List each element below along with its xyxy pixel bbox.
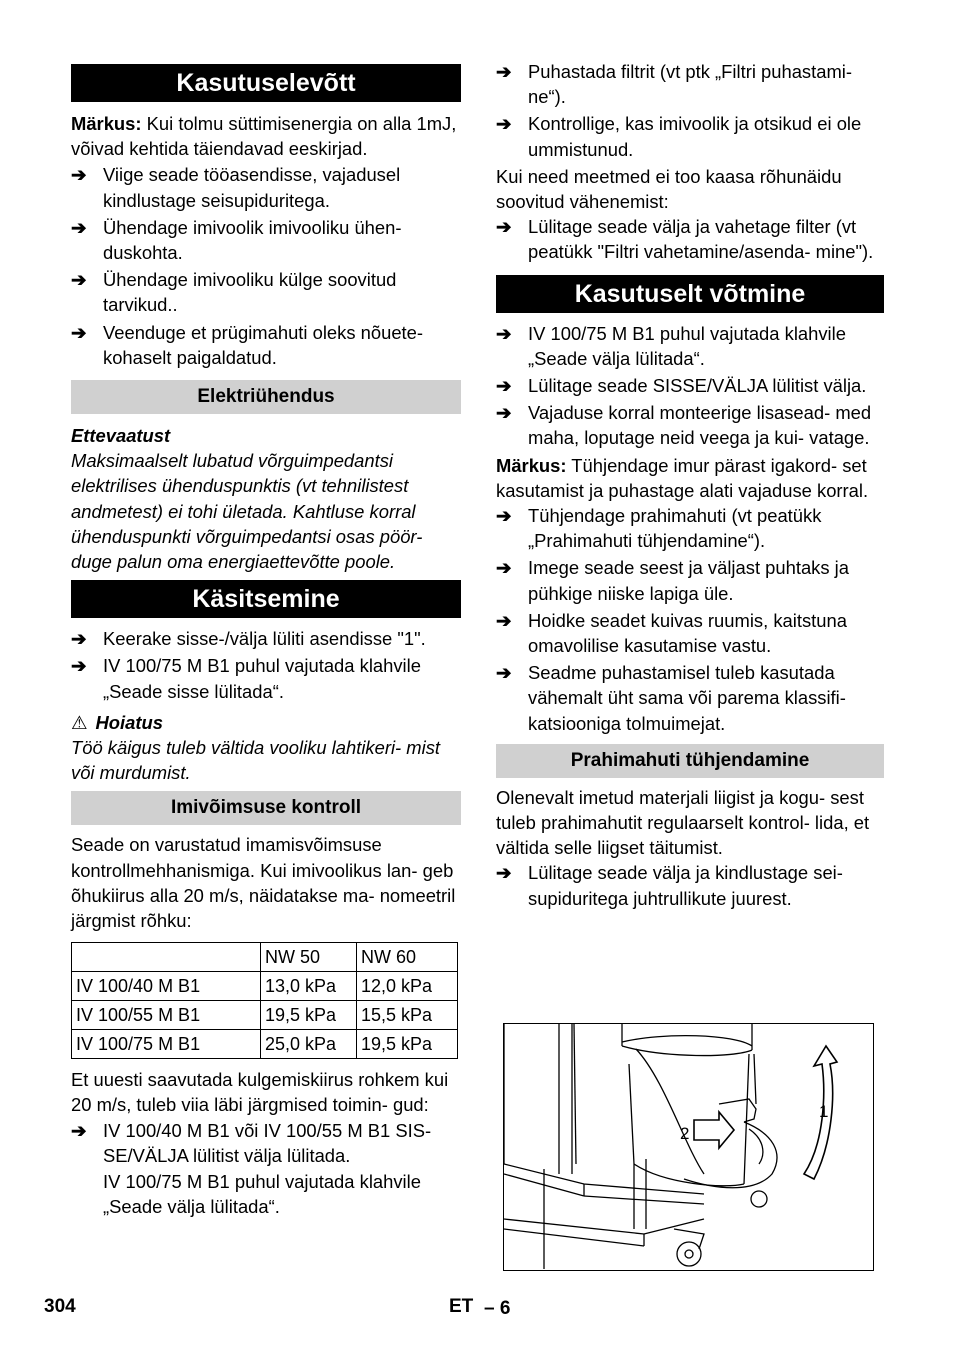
condition-paragraph: Kui need meetmed ei too kaasa rõhunäidu soovitud vähenemist: [496,165,842,213]
table-cell: IV 100/55 M B1 [72,1001,261,1030]
table-row [72,972,458,1001]
table-cell: 25,0 kPa [261,1030,357,1059]
note-paragraph [496,453,884,503]
step-item: ➔ Keerake sisse-/välja lüliti asendisse "1". [71,626,461,651]
warning-label: Hoiatus [95,711,163,733]
table-cell: 19,5 kPa [261,1001,357,1030]
warning-icon: ⚠ [71,711,88,733]
note-label: Märkus: [496,454,567,476]
table-header-row [72,943,458,972]
step-item: ➔ IV 100/75 M B1 puhul vajutada klahvile „Seade sisse lülitada“. [71,655,421,702]
caution-label: Ettevaatust [71,425,171,447]
table-header-cell: NW 60 [357,943,458,972]
heading-kasutuselt-votmine: Kasutuselt võtmine [496,275,884,313]
figure-label-1: 1 [819,1102,829,1121]
table-cell: 13,0 kPa [261,972,357,1001]
heading-kasitsemine: Käsitsemine [71,580,461,618]
heading-imivoimsuse-kontroll: Imivõimsuse kontroll [71,791,461,825]
arrow-icon: ➔ [496,862,512,884]
arrow-icon: ➔ [496,322,512,344]
arrow-icon: ➔ [71,1119,87,1141]
step-item: ➔ Viige seade tööasendisse, vajadusel kindlustage seisupiduritega. [71,164,401,211]
figure-label-2: 2 [680,1124,690,1143]
arrow-icon: ➔ [71,321,87,343]
emptying-paragraph: Olenevalt imetud materjali liigist ja kogu- sest tuleb prahimahutit regulaarselt kontrol- lida, et vältida selle liigset täitumist. [496,786,870,859]
table-row [72,1030,458,1059]
arrow-icon: ➔ [496,216,512,238]
arrow-icon: ➔ [496,557,512,579]
table-header-cell [72,943,261,972]
step-item: ➔ Kontrollige, kas imivoolik ja otsikud ei ole ummistunud. [496,113,862,160]
table-cell: IV 100/40 M B1 [72,972,261,1001]
pressure-table [71,942,458,1059]
table-cell: 19,5 kPa [357,1030,458,1059]
step-item: ➔ IV 100/40 M B1 või IV 100/55 M B1 SIS- SE/VÄLJA lülitist välja lülitada. [71,1119,432,1166]
table-cell: 12,0 kPa [357,972,458,1001]
language-code: ET [449,1296,474,1317]
step-item: ➔ IV 100/75 M B1 puhul vajutada klahvile „Seade välja lülitada“. [496,322,846,369]
step-item: ➔ Veenduge et prügimahuti oleks nõuete- kohaselt paigaldatud. [71,321,424,368]
heading-prahimahuti-tuhjendamine: Prahimahuti tühjendamine [496,744,884,778]
arrow-icon: ➔ [496,375,512,397]
table-cell: 15,5 kPa [357,1001,458,1030]
step-item: ➔ Ühendage imivoolik imivooliku ühen- duskohta. [71,216,402,264]
right-column [496,59,884,911]
arrow-icon: ➔ [496,402,512,424]
step-item: ➔ Ühendage imivooliku külge soovitud tarvikud.. [71,269,397,316]
step-item: ➔ Lülitage seade välja ja vahetage filter (vt peatükk "Filtri vahetamine/asenda- mine"). [496,216,874,263]
vacuum-cart-illustration [503,1023,874,1271]
caution-text: Maksimaalselt lubatud võrguimpedantsi elektrilises ühenduspunktis (vt tehnilistest andmetest) ei tohi ületada. Kahtluse korral ühenduspunkti võrguimpedantsi osas pöör- duge palun oma energiaettevõtte poole. [71,450,423,573]
arrow-icon: ➔ [496,609,512,631]
left-column [71,64,461,1220]
arrow-icon: ➔ [71,216,87,238]
step-item: ➔ Puhastada filtrit (vt ptk „Filtri puhastami- ne“). [496,61,852,108]
step-item: ➔ Tühjendage prahimahuti (vt peatükk „Prahimahuti tühjendamine“). [496,505,822,552]
step-continuation: IV 100/75 M B1 puhul vajutada klahvile „Seade välja lülitada“. [103,1171,421,1218]
after-table-paragraph: Et uuesti saavutada kulgemiskiirus rohkem kui 20 m/s, tuleb viia läbi järgmised toimin- gud: [71,1069,449,1116]
step-item: ➔ Lülitage seade välja ja kindlustage sei- supiduritega juhtrullikute juurest. [496,862,843,909]
table-header-cell: NW 50 [261,943,357,972]
step-item: ➔ Seadme puhastamisel tuleb kasutada vähemalt üht sama või parema klassifi- katsiooniga tolmuimejat. [496,662,846,734]
note-label: Märkus: [71,113,142,134]
table-cell: IV 100/75 M B1 [72,1030,261,1059]
arrow-icon: ➔ [71,655,87,677]
note-text: Kui tolmu süttimisenergia on alla 1mJ, võivad kehtida täiendavad eeskirjad. [71,113,457,160]
arrow-icon: ➔ [496,113,512,135]
step-item: ➔ Lülitage seade SISSE/VÄLJA lülitist välja. [496,373,884,398]
arrow-icon: ➔ [496,61,512,82]
arrow-icon: ➔ [71,269,87,291]
arrow-icon: ➔ [71,164,87,186]
step-item: ➔ Hoidke seadet kuivas ruumis, kaitstuna omavolilise kasutamise vastu. [496,609,847,657]
note-paragraph [71,111,461,161]
table-row [72,1001,458,1030]
arrow-icon: ➔ [71,628,87,650]
warning-text: Töö käigus tuleb vältida vooliku lahtikeri- mist või murdumist. [71,737,440,784]
note-text: Tühjendage imur pärast igakord- set kasutamist ja puhastage alati vajaduse korral. [496,454,869,501]
vacuum-drawing [504,1024,872,1269]
step-item: ➔ Vajaduse korral monteerige lisasead- med maha, loputage neid veega ja kui- vatage. [496,402,872,449]
arrow-icon: ➔ [496,505,512,527]
warning-heading [71,710,461,735]
intro-paragraph: Seade on varustatud imamisvõimsuse kontrollmehhanismiga. Kui imivoolikus lan- geb õhukiirus alla 20 m/s, näidatakse ma- nomeetril järgmist rõhku: [71,834,456,932]
page-number: 304 [44,1296,76,1317]
heading-elektriuhendus: Elektriühendus [71,380,461,414]
arrow-icon: ➔ [496,662,512,684]
heading-kasutuselevott: Kasutuselevõtt [71,64,461,102]
section-page-number: – 6 [484,1298,511,1319]
step-item: ➔ Imege seade seest ja väljast puhtaks ja pühkige niiske lapiga üle. [496,557,850,604]
